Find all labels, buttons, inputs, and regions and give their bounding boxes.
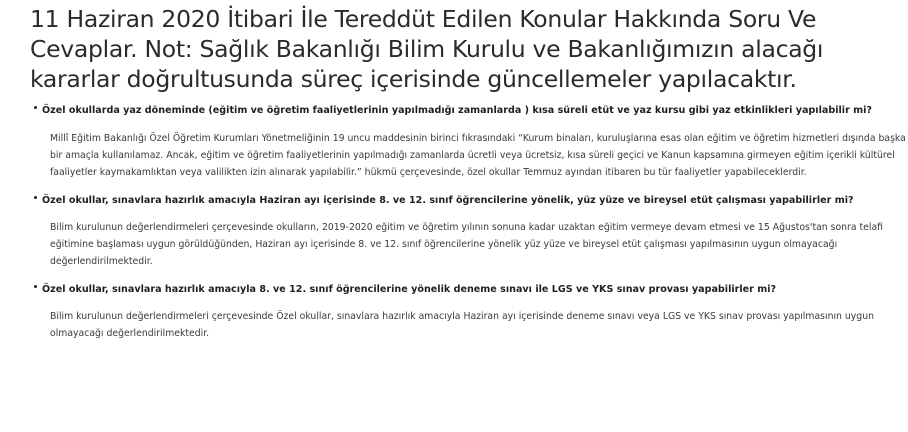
- faq-list: [30, 102, 908, 342]
- faq-question: Özel okullar, sınavlara hazırlık amacıyla Haziran ayı içerisinde 8. ve 12. sınıf öğrencilerine yönelik, yüz yüze ve bireysel etüt çalışması yapabilirler mi?: [42, 195, 854, 206]
- faq-answer: Bilim kurulunun değerlendirmeleri çerçevesinde Özel okullar, sınavlara hazırlık amacıyla Haziran ayı içerisinde deneme sınavı veya LGS ve YKS sınav provası yapılmasının uygun olmayacağı değerlendirilmektedir.: [50, 311, 874, 339]
- faq-item: [42, 281, 908, 342]
- faq-question: Özel okullarda yaz döneminde (eğitim ve öğretim faaliyetlerinin yapılmadığı zamanlarda ) kısa süreli etüt ve yaz kursu gibi yaz etkinlikleri yapılabilir mi?: [42, 105, 872, 116]
- faq-question: Özel okullar, sınavlara hazırlık amacıyla 8. ve 12. sınıf öğrencilerine yönelik deneme sınavı ile LGS ve YKS sınav provası yapabilirler mi?: [42, 284, 777, 295]
- faq-item: [42, 192, 908, 270]
- faq-item: [42, 102, 908, 181]
- bullet-icon: [34, 196, 37, 199]
- faq-answer: Bilim kurulunun değerlendirmeleri çerçevesinde okulların, 2019-2020 eğitim ve öğretim yılının sonuna kadar uzaktan eğitim vermeye devam etmesi ve 15 Ağustos'tan sonra telafi eğitimine başlaması uygun görüldüğünden, Haziran ayı içerisinde 8. ve 12. sınıf öğrencilerine yönelik yüz yüze ve bireysel etüt çalışması yapılmasının uygun olmayacağı değerlendirilmektedir.: [50, 222, 884, 267]
- faq-answer: Millî Eğitim Bakanlığı Özel Öğretim Kurumları Yönetmeliğinin 19 uncu maddesinin birinci fıkrasındaki “Kurum binaları, kuruluşlarına esas olan eğitim ve öğretim hizmetleri dışında başka bir amaçla kullanılamaz. Ancak, eğitim ve öğretim faaliyetlerinin yapılmadığı zamanlarda ücretli veya ücretsiz, kısa süreli geçici ve Kanun kapsamına girmeyen eğitim içerikli kültürel faaliyetler kaymakamlıktan veya valilikten izin alınarak yapılabilir.” hükmü çerçevesinde, özel okullar Temmuz ayından itibaren bu tür faaliyetler yapabileceklerdir.: [50, 133, 906, 178]
- bullet-icon: [34, 285, 37, 288]
- page-title: 11 Haziran 2020 İtibari İle Tereddüt Edilen Konular Hakkında Soru Ve Cevaplar. Not: Sağlık Bakanlığı Bilim Kurulu ve Bakanlığımızın alacağı kararlar doğrultusunda süreç içerisinde güncellemeler yapılacaktır.: [30, 5, 824, 93]
- bullet-icon: [34, 106, 37, 109]
